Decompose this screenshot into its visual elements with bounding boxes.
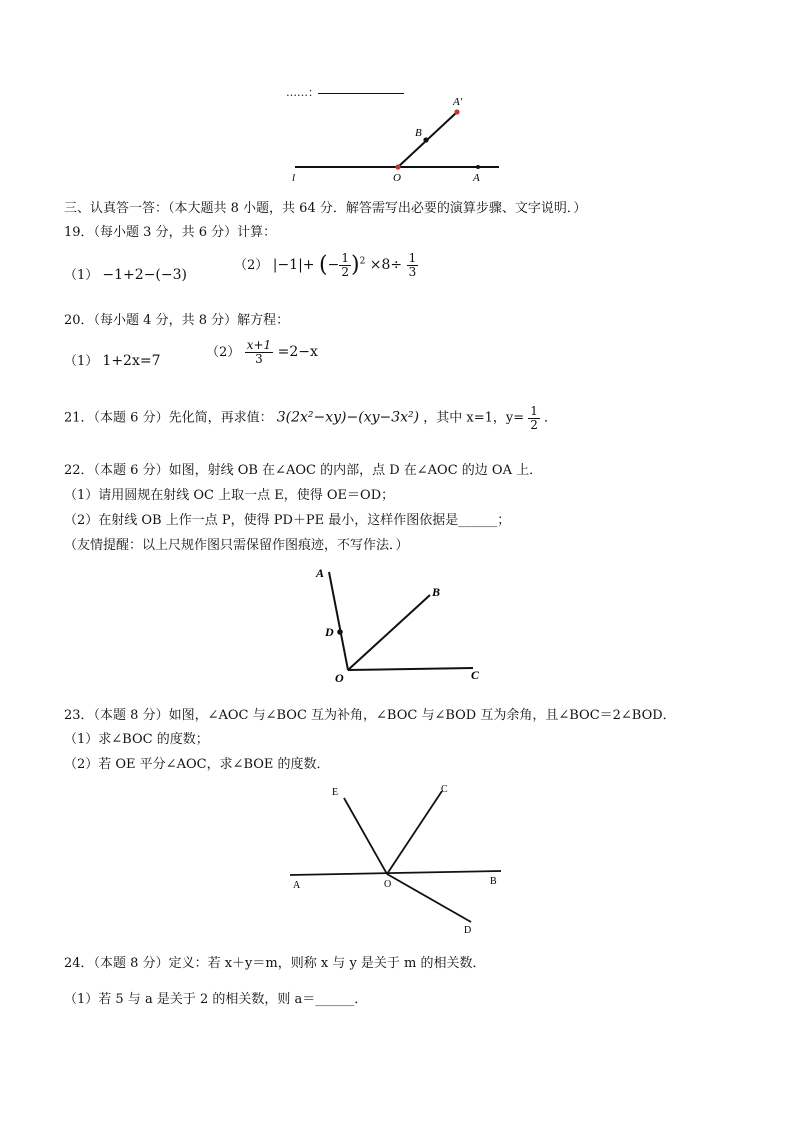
q19-part1 — [64, 264, 187, 283]
q20-part1-expr: 1+2x=7 — [102, 353, 161, 369]
ray-od — [387, 874, 471, 922]
q19-part1-expr: −1+2−(−3) — [102, 267, 187, 283]
label-d: D — [464, 925, 472, 936]
label-o: O — [384, 879, 392, 890]
q20-part2-rhs: =2−x — [277, 344, 318, 361]
label-c: C — [471, 668, 480, 682]
label-b: B — [490, 876, 497, 887]
label-l: l — [292, 172, 296, 184]
q20-part1-label: （1） — [64, 354, 99, 369]
q21-expr: 3(2x²−xy)−(xy−3x²) — [276, 409, 420, 426]
q22-line3: （2）在射线 OB 上作一点 P，使得 PD＋PE 最小，这样作图依据是______； — [64, 513, 511, 528]
q19-heading: 19．（每小题 3 分，共 6 分）计算： — [64, 225, 277, 240]
q20-part1 — [64, 350, 161, 369]
q19-part2-label: （2） — [234, 258, 269, 274]
q21-heading: 21．（本题 6 分）先化简，再求值： — [64, 410, 273, 426]
q19-part1-label: （1） — [64, 268, 99, 283]
label-b: B — [432, 585, 441, 599]
q20-part2-label: （2） — [206, 345, 241, 361]
q20-heading: 20．（每小题 4 分，共 8 分）解方程： — [64, 313, 290, 328]
point-b — [423, 137, 428, 142]
ray-oc — [387, 791, 442, 874]
label-a: A — [293, 880, 301, 891]
q21-y-fraction: $\frac{1}{2}$ — [530, 404, 538, 432]
q19-third-fraction: $\frac{1}{3}$ — [408, 251, 417, 279]
q19-part2-abs: |−1|+ — [272, 257, 315, 274]
q19-part2: （2） |−1|+ (− $\frac{1}{2}$ )$^2$ ×8÷ $\frac{1}{3}$ — [234, 251, 417, 279]
q24-line2: （1）若 5 与 a 是关于 2 的相关数，则 a＝______． — [64, 992, 368, 1007]
q21-where: ，其中 x=1，y= — [423, 410, 525, 426]
label-a: A — [473, 172, 480, 184]
q22-figure — [305, 560, 505, 690]
point-a-prime — [454, 109, 459, 114]
section-3-heading: 三、认真答一答：（本大题共 8 小题，共 64 分．解答需写出必要的演算步骤、文字说明．） — [64, 201, 587, 216]
label-a-prime: A′ — [453, 96, 463, 108]
q20-fraction: $\frac{x+1}{3}$ — [246, 338, 272, 366]
label-b: B — [415, 127, 422, 139]
q24-line1: 24．（本题 8 分）定义：若 x＋y＝m，则称 x 与 y 是关于 m 的相关数． — [64, 956, 486, 971]
q22-line2: （1）请用圆规在射线 OC 上取一点 E，使得 OE＝OD； — [64, 488, 395, 503]
ray-ob — [348, 595, 430, 670]
top-cut-text: ……： — [286, 86, 319, 99]
label-c: C — [441, 784, 448, 795]
q23-line1: 23．（本题 8 分）如图，∠AOC 与∠BOC 互为补角，∠BOC 与∠BOD 互为余角，且∠BOC＝2∠BOD． — [64, 708, 676, 723]
point-o — [395, 164, 400, 169]
label-o: O — [335, 671, 344, 685]
label-o: O — [393, 172, 401, 184]
q22-line1: 22．（本题 6 分）如图，射线 OB 在∠AOC 的内部，点 D 在∠AOC 的边 OA 上． — [64, 463, 543, 478]
top-figure — [285, 92, 505, 184]
q22-line4: （友情提醒：以上尺规作图只需保留作图痕迹，不写作法．） — [64, 538, 409, 553]
line-ab — [290, 871, 501, 875]
q23-line3: （2）若 OE 平分∠AOC，求∠BOE 的度数． — [64, 757, 330, 772]
label-a: A — [316, 566, 325, 580]
q23-line2: （1）求∠BOC 的度数； — [64, 732, 209, 747]
ray-oc — [348, 668, 473, 670]
q21 — [64, 405, 557, 431]
q23-figure — [280, 778, 510, 938]
q20-part2 — [206, 339, 318, 365]
point-d — [337, 629, 343, 635]
ray-oa — [329, 572, 348, 670]
ray-oe — [344, 798, 387, 874]
q21-end: ． — [544, 410, 558, 426]
q19-half-fraction: $\frac{1}{2}$ — [341, 251, 349, 279]
label-d: D — [325, 625, 334, 639]
q19-part2-mid: ×8÷ — [369, 257, 403, 274]
label-e: E — [332, 787, 339, 798]
point-a — [476, 165, 480, 169]
